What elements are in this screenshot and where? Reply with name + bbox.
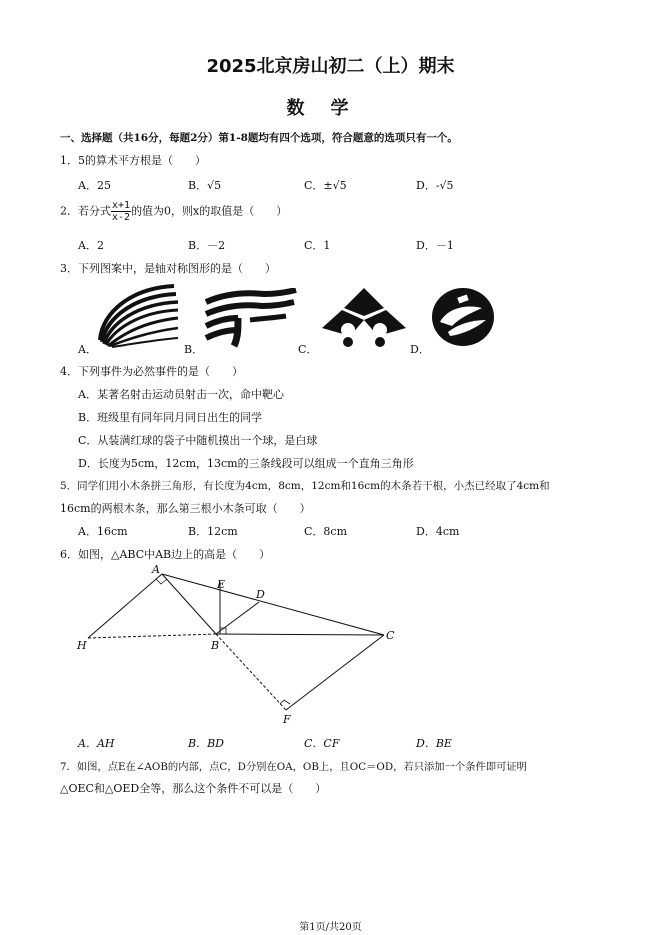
- label-point-f: F: [283, 713, 291, 726]
- section-heading: 一、选择题（共16分，每题2分）第1-8题均有四个选项，符合题意的选项只有一个。: [60, 132, 458, 144]
- segment-cf: [286, 635, 384, 710]
- segment-ac: [162, 574, 384, 635]
- page-number: 第1页/共20页: [299, 922, 362, 933]
- q2-option-a: A．2: [78, 239, 104, 252]
- dashed-hb: [88, 634, 216, 638]
- q5-option-a: A．16cm: [78, 525, 128, 538]
- q5-option-d: D．4cm: [416, 525, 460, 538]
- q3-option-c: C．: [298, 343, 318, 356]
- question-3-stem: 3．下列图案中，是轴对称图形的是（ ）: [60, 262, 276, 275]
- label-point-c: C: [386, 629, 395, 642]
- fraction-numerator: x+1: [112, 200, 131, 211]
- q1-option-c: C．±√5: [304, 179, 347, 192]
- logo-a-swoosh-image: [92, 282, 182, 348]
- question-5-stem-line1: 5．同学们用小木条拼三角形，有长度为4cm，8cm，12cm和16cm的木条若干根，小杰已经取了4cm和: [60, 480, 550, 492]
- q2-option-b: B．－2: [188, 239, 226, 252]
- fraction-denominator: x-2: [112, 212, 131, 223]
- q3-option-a: A．: [78, 343, 97, 356]
- segment-ah: [88, 574, 162, 638]
- right-angle-f: [280, 700, 290, 704]
- right-angle-a: [156, 579, 167, 584]
- q6-option-a: A．AH: [78, 737, 115, 750]
- q2-stem-suffix: 的值为0，则x的取值是（ ）: [131, 204, 288, 218]
- q6-option-c: C．CF: [304, 737, 340, 750]
- page-title: 2025北京房山初二（上）期末: [206, 56, 455, 77]
- question-5-stem-line2: 16cm的两根木条，那么第三根小木条可取（ ）: [60, 502, 311, 515]
- q2-option-c: C．1: [304, 239, 331, 252]
- q5-option-b: B．12cm: [188, 525, 238, 538]
- label-point-e: E: [217, 578, 226, 591]
- segment-bd: [216, 602, 259, 634]
- question-2-stem: [60, 200, 287, 223]
- label-point-d: D: [256, 588, 265, 601]
- logo-b-waves-image: [204, 288, 298, 348]
- q6-option-b: B．BD: [188, 737, 224, 750]
- dashed-bf: [216, 634, 286, 710]
- fraction: [111, 200, 131, 223]
- q1-option-d: D．-√5: [416, 179, 454, 192]
- q5-option-c: C．8cm: [304, 525, 348, 538]
- label-point-b: B: [211, 639, 220, 652]
- q1-option-b: B．√5: [188, 179, 222, 192]
- q4-option-d: D．长度为5cm，12cm，13cm的三条线段可以组成一个直角三角形: [78, 457, 414, 470]
- question-7-stem-line1: 7．如图，点E在∠AOB的内部，点C，D分别在OA，OB上，且OC＝OD，若只添加一个条件即可证明: [60, 761, 527, 773]
- triangle-figure: [70, 562, 410, 732]
- segment-bc: [216, 634, 384, 635]
- q4-option-a: A．某著名射击运动员射击一次，命中靶心: [78, 388, 284, 401]
- q6-option-d: D．BE: [416, 737, 452, 750]
- question-7-stem-line2: △OEC和△OED全等，那么这个条件不可以是（ ）: [60, 782, 327, 795]
- subject-title: 数学: [286, 98, 375, 119]
- question-4-stem: 4．下列事件为必然事件的是（ ）: [60, 365, 243, 378]
- q3-option-b: B．: [184, 343, 204, 356]
- q2-option-d: D．－1: [416, 239, 454, 252]
- logo-d-circle-image: [430, 286, 496, 348]
- label-point-h: H: [77, 639, 87, 652]
- question-1-stem: 1．5的算术平方根是（ ）: [60, 154, 206, 167]
- q4-option-c: C．从装满红球的袋子中随机摸出一个球，是白球: [78, 434, 318, 447]
- segment-ab: [162, 574, 216, 634]
- q4-option-b: B．班级里有同年同月同日出生的同学: [78, 411, 263, 424]
- q2-stem-prefix: 2．若分式: [60, 204, 111, 218]
- question-6-stem: 6．如图，△ABC中AB边上的高是（ ）: [60, 548, 271, 561]
- logo-c-triangles-image: [318, 286, 410, 348]
- q1-option-a: A．25: [78, 179, 111, 192]
- q3-option-d: D．: [410, 343, 430, 356]
- label-point-a: A: [152, 563, 160, 576]
